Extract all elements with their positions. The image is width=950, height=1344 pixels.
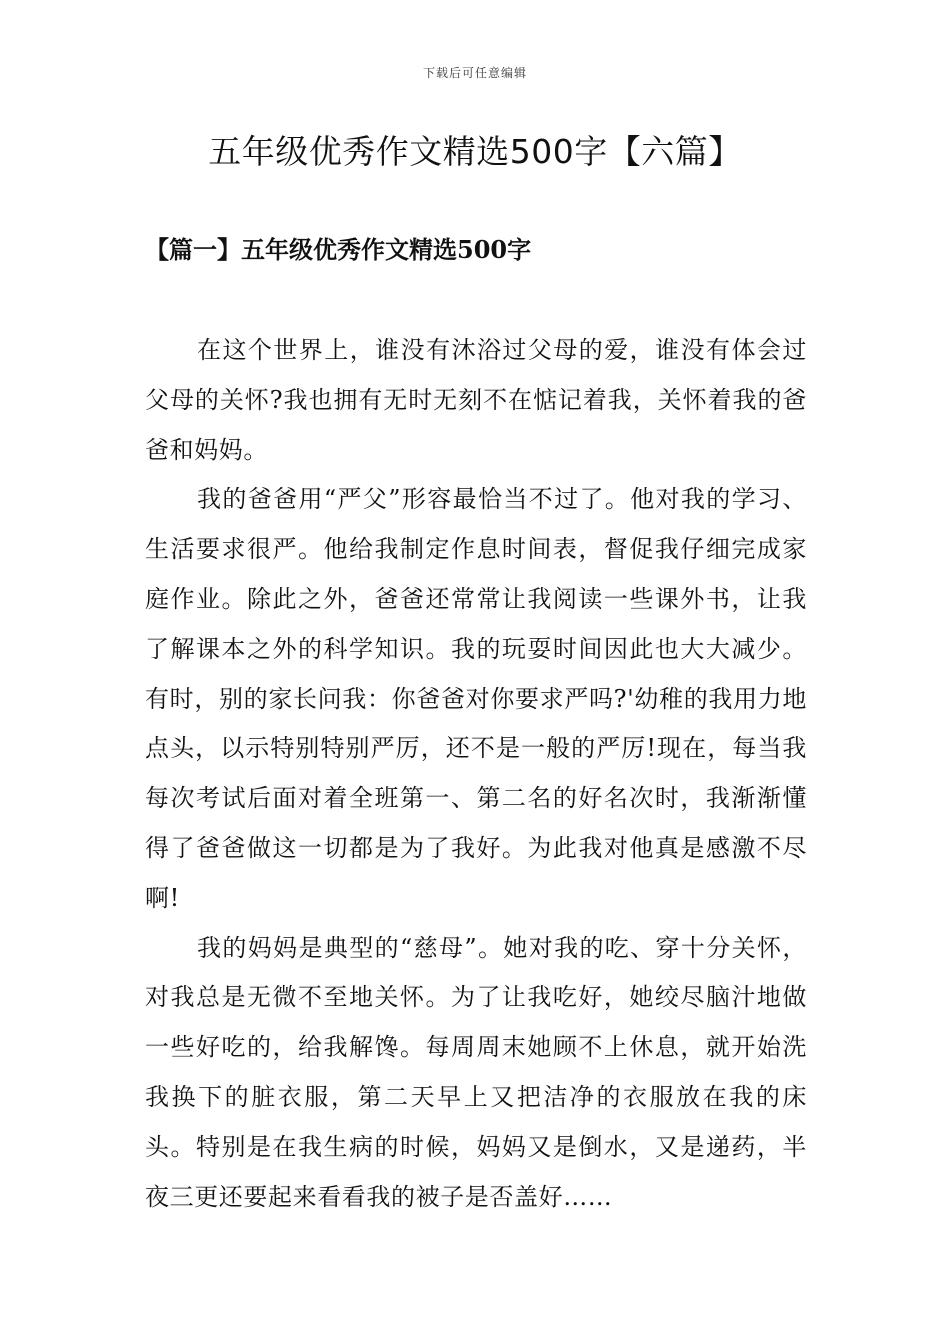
document-title: 五年级优秀作文精选500字【六篇】 <box>208 132 742 171</box>
header-note: 下载后可任意编辑 <box>422 66 527 80</box>
paragraph-2: 我的爸爸用“严父”形容最恰当不过了。他对我的学习、生活要求很严。他给我制定作息时间表，督促我仔细完成家庭作业。除此之外，爸爸还常常让我阅读一些课外书，让我了解课本之外的科学知识。我的玩耍时间因此也大大减少。有时，别的家长问我：你爸爸对你要求严吗?'幼稚的我用力地点头，以示特别特别严厉，还不是一般的严厉!现在，每当我每次考试后面对着全班第一、第二名的好名次时，我渐渐懂得了爸爸做这一切都是为了我好。为此我对他真是感激不尽啊! <box>145 485 807 912</box>
paragraph-1: 在这个世界上，谁没有沐浴过父母的爱，谁没有体会过父母的关怀?我也拥有无时无刻不在惦记着我，关怀着我的爸爸和妈妈。 <box>145 336 807 464</box>
body-text <box>145 326 807 1222</box>
section-heading: 【篇一】五年级优秀作文精选500字 <box>145 235 532 264</box>
paragraph-3: 我的妈妈是典型的“慈母”。她对我的吃、穿十分关怀，对我总是无微不至地关怀。为了让我吃好，她绞尽脑汁地做一些好吃的，给我解馋。每周周末她顾不上休息，就开始洗我换下的脏衣服，第二天早上又把洁净的衣服放在我的床头。特别是在我生病的时候，妈妈又是倒水，又是递药，半夜三更还要起来看看我的被子是否盖好…… <box>145 933 807 1211</box>
